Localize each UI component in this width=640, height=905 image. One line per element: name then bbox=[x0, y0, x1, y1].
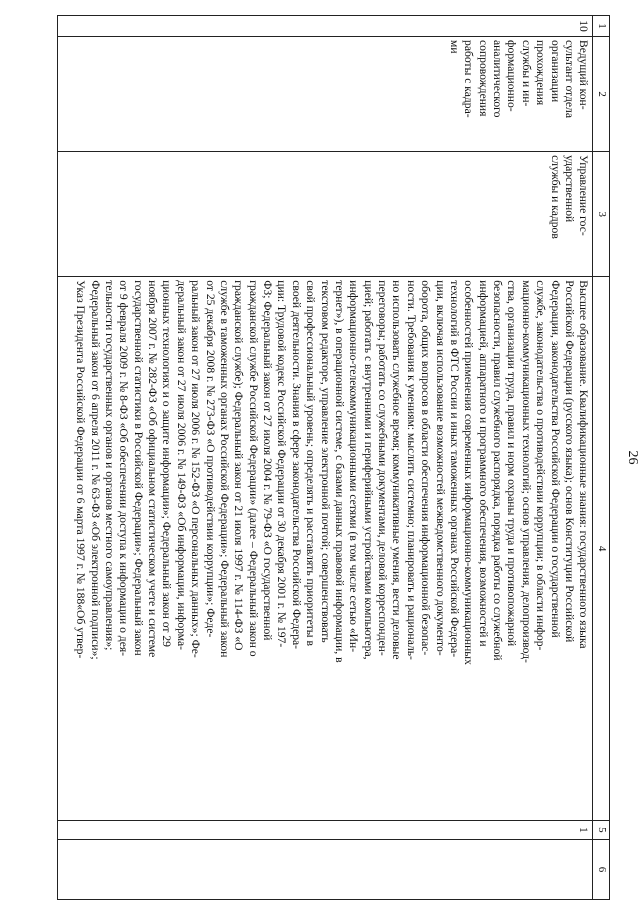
position-title-line: службы и ин- bbox=[519, 40, 533, 107]
column-6-value bbox=[58, 839, 593, 899]
requirements-line: ции, включая использование возможностей межведомственного документо- bbox=[433, 280, 447, 656]
requirements-line: от 25 декабря 2008 г. № 273-ФЗ «О противодействии коррупции»; Феде- bbox=[203, 280, 217, 638]
requirements-line: ральный закон от 27 июля 2006 г. № 152-ФЗ «О персональных данных»; Фе- bbox=[189, 280, 203, 658]
requirements-line: безопасности, правил служебного распорядка, порядка работы со служебной bbox=[491, 280, 505, 661]
column-header-row bbox=[593, 16, 610, 900]
position-title-line: ми bbox=[448, 40, 461, 54]
requirements-line: ности. Требования к умениям: мыслить системно; планировать и рациональ- bbox=[404, 280, 418, 660]
requirements-line: технологий в ФТС России и иных таможенных органах Российской Федера- bbox=[448, 280, 461, 658]
requirements-line: текстовом редакторе, управление электронной почтой; совершенствовать bbox=[318, 280, 332, 643]
requirements-line: службе, законодательства о противодействии коррупции; в области инфор- bbox=[534, 280, 548, 651]
column-header-3: 3 bbox=[593, 152, 610, 277]
requirements-line: службе в таможенных органах Российской Федерации»; Федеральный закон bbox=[218, 280, 231, 658]
requirements-line: информацией, аппаратного и программного обеспечения, возможностей и bbox=[476, 280, 490, 647]
position-title-line: сультант отдела bbox=[563, 40, 576, 118]
requirements-line: Высшее образование. Квалификационные знания: государственного языка bbox=[577, 280, 591, 649]
column-header-4: 4 bbox=[593, 277, 610, 821]
department-line: службы и кадров bbox=[548, 155, 562, 239]
requirements-line: ции: Трудовой кодекс Российской Федерации от 30 декабря 2001 г. № 197- bbox=[275, 280, 289, 648]
table-row bbox=[58, 16, 593, 900]
requirements-line: Федеральный закон от 6 апреля 2011 г. № 63-ФЗ «Об электронной подписи»; bbox=[88, 280, 102, 660]
requirements-line: гражданской службе Российской Федерации» (далее – Федеральный закон о bbox=[246, 280, 260, 657]
requirements-line: тельности государственных органов и органов местного самоуправления»; bbox=[103, 280, 116, 651]
requirements-line: деральный закон от 27 июля 2006 г. № 149-ФЗ «Об информации, информа- bbox=[174, 280, 188, 651]
requirements-line: оборота, общих вопросов в области обеспечения информационной безопас- bbox=[419, 280, 433, 656]
requirements-line: но использовать служебное время; коммуникативные умения, вести деловые bbox=[390, 280, 404, 660]
requirements-line: информационно-телекоммуникационными сетями (в том числе сетью «Ин- bbox=[347, 280, 361, 653]
requirements-line: ства, организации труда, правил и норм охраны труда и противопожарной bbox=[505, 280, 519, 647]
page-number: 26 bbox=[625, 450, 640, 465]
qualification-requirements bbox=[58, 277, 593, 821]
requirements-line: цией; работать с внутренними и периферийными устройствами компьютера, bbox=[361, 280, 375, 660]
requirements-line: Российской Федерации (русского языка); основ Конституции Российской bbox=[563, 280, 576, 643]
requirements-line: гражданской службе); Федеральный закон от 21 июля 1997 г. № 114-ФЗ «О bbox=[232, 280, 246, 651]
requirements-line: переговоры; работать со служебными документами, деловой корреспонден- bbox=[376, 280, 390, 656]
department-name bbox=[58, 152, 593, 277]
requirements-line: особенностей применения современных информационно-коммуникационных bbox=[462, 280, 476, 665]
requirements-line: государственной статистики в Российской Федерации»; Федеральный закон bbox=[131, 280, 145, 656]
requirements-line: ФЗ; Федеральный закон от 27 июля 2004 г. № 79-ФЗ «О государственной bbox=[261, 280, 275, 641]
requirements-line: Указ Президента Российской Федерации от 6 марта 1997 г. № 188«Об утвер- bbox=[74, 280, 88, 659]
column-5-value: 1 bbox=[58, 820, 593, 839]
requirements-line: своей деятельности. Знания в сфере законодательства Российской Федера- bbox=[289, 280, 303, 650]
column-header-1: 1 bbox=[593, 16, 610, 37]
requirements-line: свой профессиональный уровень; определять и расставлять приоритеты в bbox=[304, 280, 318, 646]
qualification-table bbox=[57, 15, 610, 900]
requirements-line: Федерации, законодательства Российской Федерации о государственной bbox=[548, 280, 562, 638]
column-header-5: 5 bbox=[593, 820, 610, 839]
position-title-line: формационно- bbox=[505, 40, 519, 112]
position-title bbox=[58, 37, 593, 152]
position-title-line: прохождения bbox=[534, 40, 548, 106]
requirements-line: тернет»), в операционной системе, с базами данных правовой информации, в bbox=[333, 280, 346, 663]
department-line: Управление гос- bbox=[577, 155, 591, 236]
position-title-line: аналитического bbox=[491, 40, 505, 118]
requirements-line: ноября 2007 г. № 282-ФЗ «Об официальном статистическом учете и системе bbox=[146, 280, 160, 658]
department-line: ударственной bbox=[563, 155, 576, 223]
row-number: 10 bbox=[58, 16, 593, 37]
position-title-line: сопровождения bbox=[476, 40, 490, 117]
requirements-line: от 9 февраля 2009 г. № 8-ФЗ «Об обеспечении доступа к информации о дея- bbox=[117, 280, 131, 657]
requirements-line: мационно-коммуникационных технологий; основ управления, делопроизвод- bbox=[519, 280, 533, 663]
column-header-6: 6 bbox=[593, 839, 610, 899]
position-title-line: работы с кадра- bbox=[462, 40, 476, 118]
position-title-line: организации bbox=[548, 40, 562, 103]
position-title-line: Ведущий кон- bbox=[577, 40, 591, 110]
rotated-table-sheet bbox=[48, 15, 640, 900]
column-header-2: 2 bbox=[593, 37, 610, 152]
requirements-line: ционных технологиях и о защите информации»; Федеральный закон от 29 bbox=[160, 280, 174, 647]
